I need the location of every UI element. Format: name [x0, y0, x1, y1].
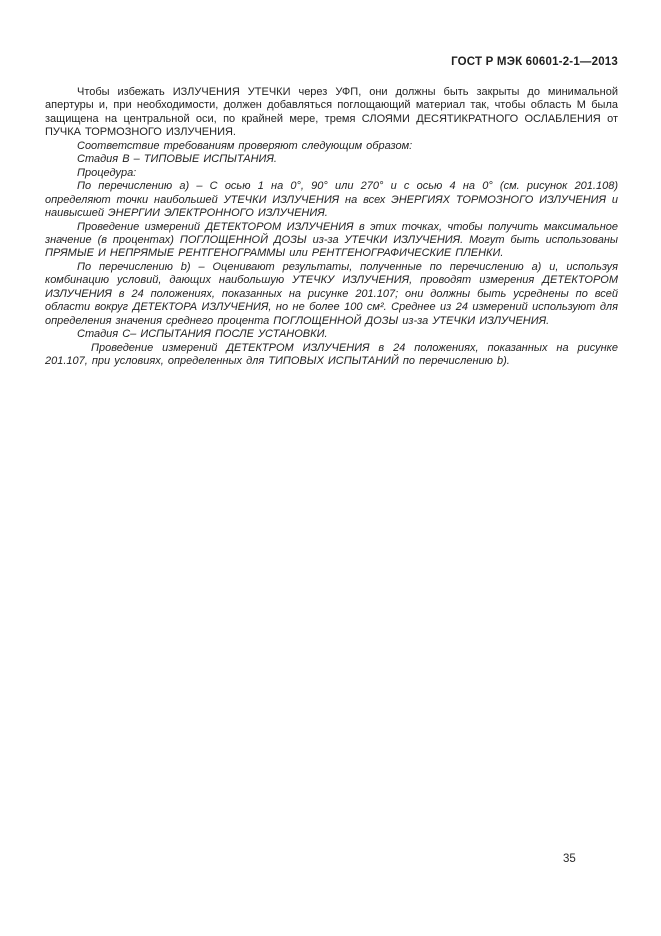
paragraph-compliance-check: Соответствие требованиям проверяют следующим образом:: [77, 139, 413, 152]
paragraph-stage-b: Стадия B – ТИПОВЫЕ ИСПЫТАНИЯ.: [77, 153, 277, 166]
paragraph-stage-c: Стадия C– ИСПЫТАНИЯ ПОСЛЕ УСТАНОВКИ.: [77, 328, 328, 341]
paragraph-item-a: По перечислению а) – С осью 1 на 0°, 90° или 270° и с осью 4 на 0° (см. рисунок 201.108) определяют точки наибольшей УТЕЧКИ ИЗЛУЧЕНИЯ на всех ЭНЕРГИЯХ ТОРМОЗНОГО ИЗЛУЧЕНИЯ и наивысшей ЭНЕРГИИ ЭЛЕКТРОННОГО ИЗЛУЧЕНИЯ.: [45, 180, 618, 220]
paragraph-post-installation: Проведение измерений ДЕТЕКТРОМ ИЗЛУЧЕНИЯ в 24 положениях, показанных на рисунке 201.107, при условиях, определенных для ТИПОВЫХ ИСПЫТАНИЙ по перечислению b).: [45, 341, 618, 368]
document-body: [45, 86, 618, 369]
paragraph-item-b: По перечислению b) – Оценивают результаты, полученные по перечислению a) и, используя комбинацию условий, дающих наибольшую УТЕЧКУ ИЗЛУЧЕНИЯ, проводят измерения ДЕТЕКТОРОМ ИЗЛУЧЕНИЯ в 24 положениях, показанных на рисунке 201.107; они должны быть усреднены по всей области вокруг ДЕТЕКТОРА ИЗЛУЧЕНИЯ, но не более 100 см². Среднее из 24 измерений используют для определения значения среднего процента ПОГЛОЩЕННОЙ ДОЗЫ из-за УТЕЧКИ ИЗЛУЧЕНИЯ.: [45, 260, 618, 327]
paragraph-procedure: Процедура:: [77, 166, 137, 179]
paragraph-measurements-detector: Проведение измерений ДЕТЕКТОРОМ ИЗЛУЧЕНИЯ в этих точках, чтобы получить максимальное значение (в процентах) ПОГЛОЩЕННОЙ ДОЗЫ из-за УТЕЧКИ ИЗЛУЧЕНИЯ. Могут быть использованы ПРЯМЫЕ И НЕПРЯМЫЕ РЕНТГЕНОГРАММЫ или РЕНТГЕНОГРАФИЧЕСКИЕ ПЛЕНКИ.: [45, 220, 618, 260]
document-standard-header: ГОСТ Р МЭК 60601-2-1—2013: [451, 56, 618, 68]
page-number: 35: [563, 853, 576, 865]
paragraph-leakage-radiation: Чтобы избежать ИЗЛУЧЕНИЯ УТЕЧКИ через УФП, они должны быть закрыты до минимальной апертуры и, при необходимости, должен добавляться поглощающий материал так, чтобы область М была защищена на центральной оси, по крайней мере, тремя СЛОЯМИ ДЕСЯТИКРАТНОГО ОСЛАБЛЕНИЯ от ПУЧКА ТОРМОЗНОГО ИЗЛУЧЕНИЯ.: [45, 86, 618, 139]
